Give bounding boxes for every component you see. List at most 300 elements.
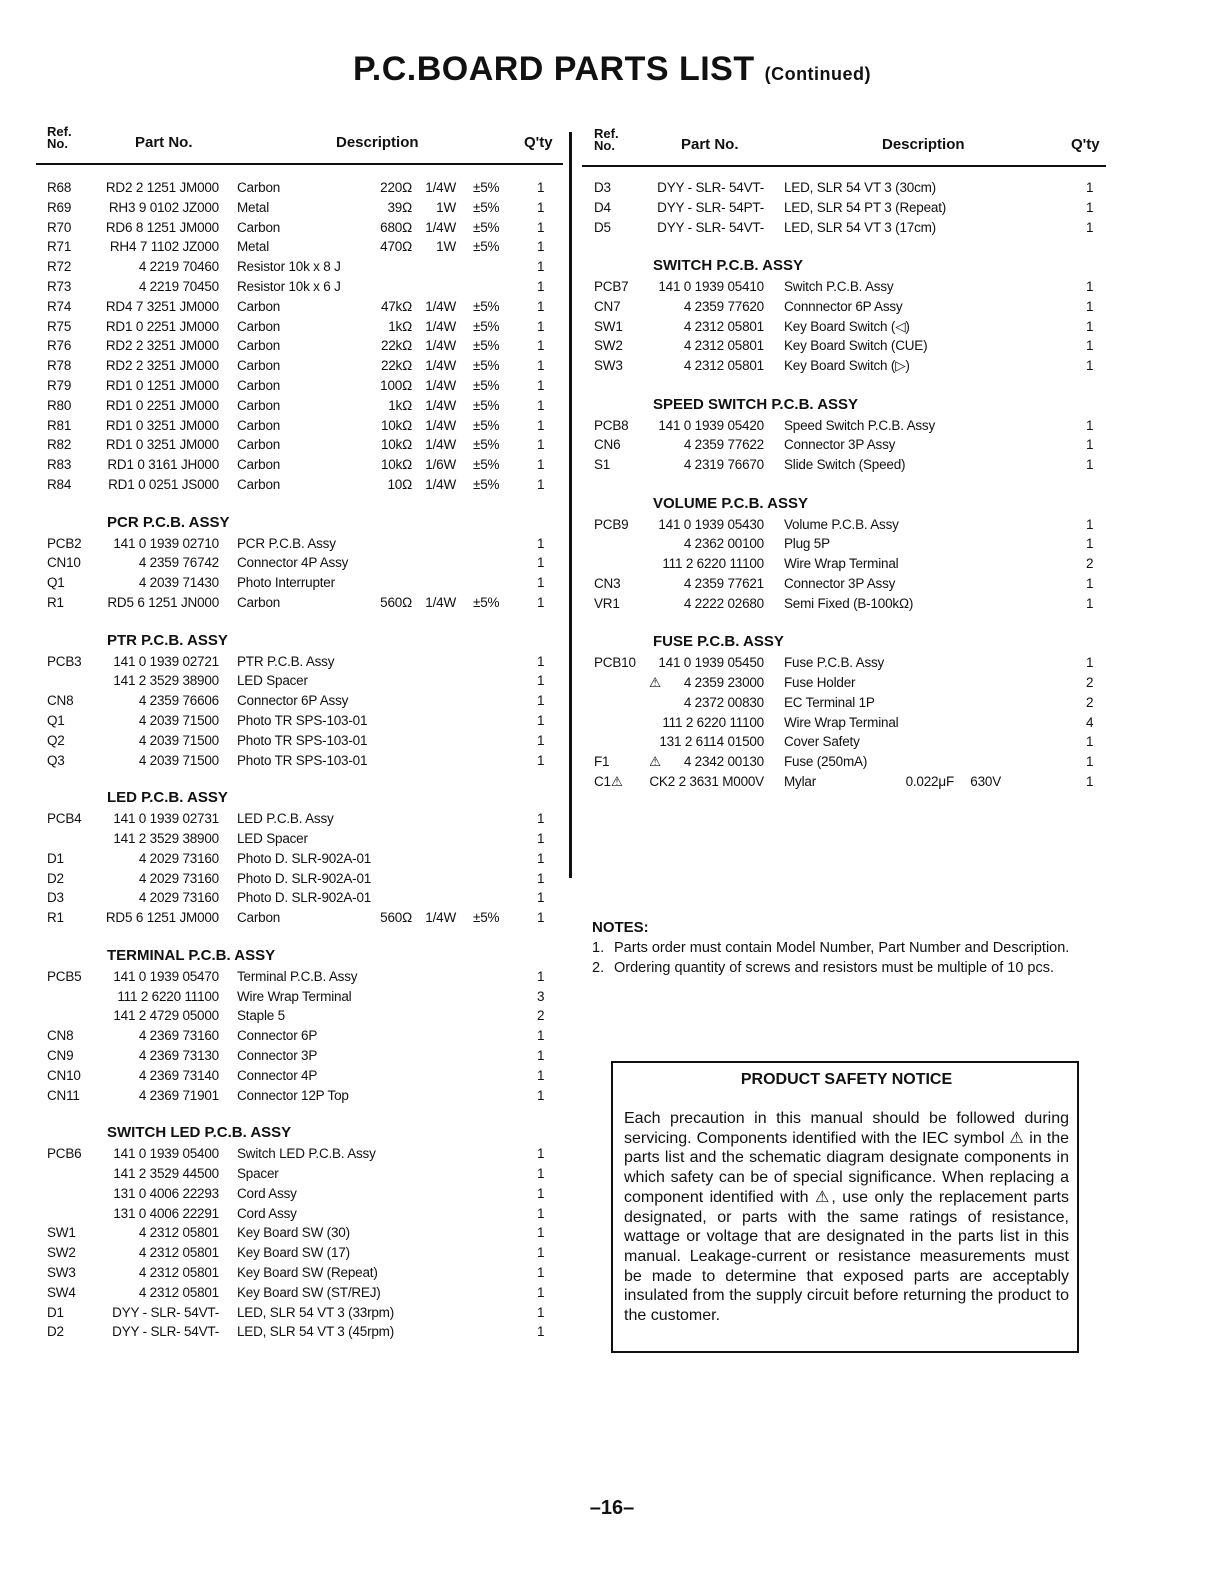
table-row	[47, 890, 557, 910]
part-number-cell: 4 2362 00100	[683, 536, 764, 552]
ref-cell: R82	[47, 437, 72, 453]
description-cell: LED, SLR 54 VT 3 (30cm)	[784, 180, 936, 195]
page-number: –16–	[589, 1497, 635, 1519]
value-cell: 10kΩ	[380, 457, 412, 473]
wattage-cell: 1/4W	[425, 318, 456, 334]
table-row	[47, 1285, 557, 1305]
description-cell: Key Board SW (Repeat)	[237, 1265, 378, 1280]
value-cell: 0.022μF	[905, 774, 954, 789]
ref-cell: R81	[47, 417, 72, 433]
quantity-cell: 1	[537, 535, 545, 551]
value-cell: 10kΩ	[380, 437, 412, 453]
quantity-cell: 1	[1086, 358, 1094, 374]
part-number-cell: RD2 2 1251 JM000	[105, 180, 219, 195]
quantity-cell: 1	[537, 1087, 545, 1103]
ref-cell: D3	[47, 890, 64, 906]
quantity-cell: 1	[537, 378, 545, 393]
quantity-cell: 1	[1086, 417, 1094, 433]
part-number-cell: RD1 0 2251 JM000	[105, 397, 219, 413]
ref-cell: R83	[47, 457, 72, 473]
ref-cell: R1	[47, 595, 64, 610]
value-cell: 10kΩ	[380, 417, 412, 433]
table-row	[47, 1225, 557, 1245]
part-number-cell: RH4 7 1102 JZ000	[109, 239, 219, 255]
part-number-cell: 141 0 1939 05420	[658, 417, 764, 433]
description-cell: LED, SLR 54 VT 3 (33rpm)	[237, 1304, 395, 1320]
table-row	[47, 1265, 557, 1285]
description-cell: Connector 3P	[237, 1048, 318, 1063]
part-number-cell: 4 2029 73160	[138, 870, 219, 886]
wattage-cell: 1/4W	[425, 397, 456, 413]
part-header: Part No.	[135, 134, 193, 151]
part-number-cell: 141 2 3529 44500	[113, 1166, 219, 1181]
tolerance-cell: ±5%	[473, 910, 500, 926]
note-text: Parts order must contain Model Number, Part Number and Description.	[614, 940, 1070, 956]
part-number-cell: 4 2312 05801	[138, 1225, 219, 1241]
part-number-cell: RD1 0 3251 JM000	[105, 437, 219, 453]
description-cell: Mylar	[784, 774, 816, 789]
table-row	[47, 418, 557, 438]
part-number-cell: 141 0 1939 02721	[113, 653, 219, 669]
value-cell: 22kΩ	[380, 358, 412, 374]
description-cell: PCR P.C.B. Assy	[237, 535, 336, 551]
part-number-cell: 4 2039 71500	[138, 732, 219, 748]
tolerance-cell: ±5%	[473, 219, 500, 235]
part-number-cell: 141 0 1939 05410	[658, 279, 764, 294]
part-number-cell: 141 0 1939 05430	[658, 516, 764, 532]
table-row	[594, 576, 1104, 596]
part-number-cell: DYY - SLR- 54VT-	[112, 1324, 219, 1340]
note-item: 2. Ordering quantity of screws and resistors must be multiple of 10 pcs.	[592, 960, 1055, 976]
tolerance-cell: ±5%	[473, 397, 500, 413]
safety-title: PRODUCT SAFETY NOTICE	[740, 1071, 953, 1088]
ref-cell: SW1	[594, 318, 623, 334]
table-row	[47, 1186, 557, 1206]
value-cell: 1kΩ	[388, 397, 412, 413]
note-text: Ordering quantity of screws and resistors must be multiple of 10 pcs.	[614, 960, 1055, 976]
quantity-cell: 1	[537, 811, 545, 827]
quantity-cell: 1	[537, 595, 545, 610]
table-row	[594, 675, 1104, 695]
quantity-cell: 1	[537, 279, 545, 294]
value-cell: 1kΩ	[388, 318, 412, 334]
table-row	[47, 536, 557, 556]
ref-cell: PCB4	[47, 811, 82, 827]
warning-triangle-icon: ⚠	[649, 754, 661, 770]
table-row	[47, 299, 557, 319]
quantity-cell: 1	[537, 1048, 545, 1063]
quantity-cell: 1	[537, 968, 545, 984]
quantity-cell: 1	[1086, 457, 1094, 473]
description-cell: Metal	[237, 199, 270, 215]
table-row	[47, 1146, 557, 1166]
table-row	[47, 654, 557, 674]
description-cell: Wire Wrap Terminal	[237, 988, 352, 1004]
table-row	[47, 358, 557, 378]
part-number-cell: 4 2369 73130	[138, 1048, 219, 1063]
ref-cell: SW3	[594, 358, 623, 374]
part-number-cell: 4 2312 05801	[138, 1284, 219, 1300]
part-number-cell: RD1 0 3161 JH000	[107, 457, 219, 473]
part-number-cell: 4 2372 00830	[683, 694, 764, 710]
part-number-cell: 4 2359 23000	[683, 675, 764, 690]
part-number-cell: 141 0 1939 02710	[113, 535, 219, 551]
part-number-cell: RD5 6 1251 JM000	[105, 910, 219, 926]
part-number-cell: DYY - SLR- 54VT-	[112, 1304, 219, 1320]
description-cell: Carbon	[237, 358, 281, 374]
table-row	[47, 1206, 557, 1226]
description-cell: Photo TR SPS-103-01	[237, 732, 368, 748]
part-number-cell: 131 2 6114 01500	[659, 734, 764, 750]
table-row	[594, 200, 1104, 220]
table-row	[594, 536, 1104, 556]
description-cell: Carbon	[237, 397, 281, 413]
ref-cell: SW4	[47, 1284, 76, 1300]
quantity-cell: 1	[537, 338, 545, 354]
part-number-cell: 131 0 4006 22291	[113, 1205, 219, 1221]
description-cell: Carbon	[237, 378, 281, 393]
wattage-cell: 1/4W	[425, 417, 456, 433]
table-row	[594, 754, 1104, 774]
table-row	[47, 1305, 557, 1325]
part-number-cell: 4 2359 76606	[138, 693, 219, 709]
description-cell: Photo TR SPS-103-01	[237, 752, 368, 768]
part-number-cell: 4 2039 71500	[138, 752, 219, 768]
ref-cell: SW2	[47, 1245, 76, 1261]
table-row	[594, 734, 1104, 754]
wattage-cell: 1/4W	[425, 219, 456, 235]
quantity-cell: 1	[537, 1185, 545, 1201]
description-cell: Plug 5P	[784, 536, 830, 552]
table-row	[47, 1048, 557, 1068]
description-cell: Carbon	[237, 457, 281, 473]
ref-cell: PCB9	[594, 516, 629, 532]
table-row	[594, 695, 1104, 715]
ref-cell: D2	[47, 1324, 64, 1340]
quantity-cell: 1	[537, 1324, 545, 1340]
description-cell: Carbon	[237, 437, 281, 453]
tolerance-cell: ±5%	[473, 378, 500, 393]
ref-cell: R84	[47, 477, 72, 492]
ref-cell: R75	[47, 318, 72, 334]
description-cell: Key Board Switch (◁)	[784, 318, 910, 334]
description-cell: Photo D. SLR-902A-01	[237, 850, 372, 866]
part-number-cell: DYY - SLR- 54PT-	[657, 199, 764, 215]
description-cell: Carbon	[237, 595, 281, 610]
section-heading: FUSE P.C.B. ASSY	[653, 633, 784, 651]
tolerance-cell: ±5%	[473, 180, 500, 195]
ref-header: Ref. No.	[47, 124, 72, 151]
table-row	[594, 279, 1104, 299]
ref-cell: PCB5	[47, 968, 82, 984]
ref-cell: R72	[47, 259, 72, 275]
table-row	[47, 437, 557, 457]
value-cell: 39Ω	[387, 199, 412, 215]
quantity-cell: 1	[537, 1225, 545, 1241]
description-cell: Volume P.C.B. Assy	[784, 516, 899, 532]
page-title	[0, 50, 1224, 89]
value-cell: 680Ω	[380, 219, 412, 235]
table-row	[47, 673, 557, 693]
wattage-cell: 1W	[436, 239, 456, 255]
description-cell: Fuse Holder	[784, 675, 856, 690]
description-cell: Carbon	[237, 298, 281, 314]
table-row	[47, 1068, 557, 1088]
description-cell: Connnector 6P Assy	[784, 298, 903, 314]
ref-cell: D2	[47, 870, 64, 886]
description-cell: Carbon	[237, 477, 281, 492]
table-row	[594, 655, 1104, 675]
quantity-cell: 1	[537, 1146, 545, 1162]
table-row	[47, 871, 557, 891]
quantity-cell: 1	[1086, 180, 1094, 195]
tolerance-cell: ±5%	[473, 477, 500, 492]
part-number-cell: 4 2312 05801	[138, 1245, 219, 1261]
table-row	[594, 180, 1104, 200]
description-cell: Connector 4P	[237, 1067, 318, 1083]
description-cell: PTR P.C.B. Assy	[237, 653, 335, 669]
quantity-cell: 1	[537, 397, 545, 413]
description-cell: Photo D. SLR-902A-01	[237, 870, 372, 886]
part-number-cell: 4 2312 05801	[683, 318, 764, 334]
ref-cell: PCB8	[594, 417, 629, 433]
note-item: 1. Parts order must contain Model Number, Part Number and Description.	[592, 940, 1070, 956]
quantity-cell: 3	[537, 988, 545, 1004]
quantity-cell: 1	[537, 653, 545, 669]
description-cell: Cord Assy	[237, 1205, 297, 1221]
table-row	[47, 1245, 557, 1265]
quantity-cell: 1	[537, 417, 545, 433]
table-row	[47, 910, 557, 930]
tolerance-cell: ±5%	[473, 239, 500, 255]
qty-header: Q'ty	[1071, 136, 1100, 153]
table-row	[594, 338, 1104, 358]
title-text: P.C.BOARD PARTS LIST	[352, 50, 755, 88]
part-number-cell: 141 2 3529 38900	[113, 831, 219, 846]
part-number-cell: 131 0 4006 22293	[113, 1185, 219, 1201]
table-row	[594, 596, 1104, 616]
part-number-cell: RD5 6 1251 JN000	[107, 595, 219, 610]
table-row	[47, 319, 557, 339]
description-cell: LED, SLR 54 VT 3 (45rpm)	[237, 1324, 395, 1340]
table-row	[47, 831, 557, 851]
table-row	[47, 457, 557, 477]
quantity-cell: 1	[537, 298, 545, 314]
part-number-cell: 4 2359 76742	[138, 555, 219, 571]
ref-cell: SW1	[47, 1225, 76, 1241]
column-divider	[569, 132, 572, 878]
notes	[592, 918, 1092, 979]
part-number-cell: 4 2369 73160	[138, 1028, 219, 1044]
ref-cell: CN9	[47, 1048, 74, 1063]
quantity-cell: 1	[537, 910, 545, 926]
part-number-cell: 4 2359 77621	[683, 576, 764, 591]
table-row	[47, 220, 557, 240]
ref-cell: C1⚠	[594, 774, 623, 789]
quantity-cell: 1	[537, 1304, 545, 1320]
quantity-cell: 1	[537, 180, 545, 195]
table-row	[47, 1028, 557, 1048]
value-cell: 22kΩ	[380, 338, 412, 354]
description-cell: Carbon	[237, 338, 281, 354]
table-row	[594, 299, 1104, 319]
quantity-cell: 1	[1086, 199, 1094, 215]
quantity-cell: 2	[537, 1008, 545, 1024]
description-cell: Fuse P.C.B. Assy	[784, 655, 885, 671]
table-row	[47, 338, 557, 358]
quantity-cell: 1	[537, 1067, 545, 1083]
part-number-cell: RD2 2 3251 JM000	[105, 338, 219, 354]
quantity-cell: 1	[537, 555, 545, 571]
value-cell: 560Ω	[380, 595, 412, 610]
quantity-cell: 1	[537, 1028, 545, 1044]
ref-cell: R80	[47, 397, 72, 413]
part-number-cell: CK2 2 3631 M000V	[649, 774, 764, 789]
part-header: Part No.	[681, 136, 739, 153]
part-number-cell: 4 2219 70460	[138, 259, 219, 275]
quantity-cell: 1	[1086, 279, 1094, 294]
description-cell: Fuse (250mA)	[784, 754, 868, 770]
ref-cell: R71	[47, 239, 72, 255]
table-row	[47, 1088, 557, 1108]
desc-header: Description	[336, 134, 419, 151]
quantity-cell: 4	[1086, 714, 1094, 730]
description-cell: Wire Wrap Terminal	[784, 556, 899, 572]
part-number-cell: 111 2 6220 11100	[117, 988, 219, 1004]
table-row	[47, 595, 557, 615]
description-cell: Photo TR SPS-103-01	[237, 713, 368, 728]
section-heading: PTR P.C.B. ASSY	[107, 631, 228, 649]
table-row	[47, 811, 557, 831]
ref-cell: D1	[47, 1304, 64, 1320]
tolerance-cell: ±5%	[473, 199, 500, 215]
ref-cell: CN7	[594, 298, 621, 314]
description-cell: Resistor 10k x 6 J	[237, 279, 341, 294]
ref-cell: SW2	[594, 338, 623, 354]
quantity-cell: 1	[537, 673, 545, 689]
left-header-rule	[36, 163, 563, 165]
ref-cell: R1	[47, 910, 64, 926]
description-cell: Terminal P.C.B. Assy	[237, 968, 358, 984]
ref-cell: SW3	[47, 1265, 76, 1280]
ref-cell: D3	[594, 180, 611, 195]
ref-cell: Q2	[47, 732, 65, 748]
description-cell: LED, SLR 54 PT 3 (Repeat)	[784, 199, 947, 215]
section-heading: SWITCH LED P.C.B. ASSY	[107, 1124, 292, 1142]
tolerance-cell: ±5%	[473, 417, 500, 433]
wattage-cell: 1/4W	[425, 338, 456, 354]
quantity-cell: 1	[537, 890, 545, 906]
part-number-cell: 141 0 1939 02731	[113, 811, 219, 827]
part-number-cell: 141 2 4729 05000	[113, 1008, 219, 1024]
description-cell: Connector 3P Assy	[784, 576, 896, 591]
table-row	[594, 418, 1104, 438]
tolerance-cell: ±5%	[473, 595, 500, 610]
desc-header: Description	[882, 136, 965, 153]
warning-triangle-icon: ⚠	[649, 675, 661, 690]
ref-header: Ref. No.	[594, 126, 619, 153]
quantity-cell: 2	[1086, 694, 1094, 710]
description-cell: Semi Fixed (B-100kΩ)	[784, 595, 914, 611]
value-cell: 560Ω	[380, 910, 412, 926]
tolerance-cell: ±5%	[473, 338, 500, 354]
quantity-cell: 1	[1086, 595, 1094, 611]
part-number-cell: 111 2 6220 11100	[662, 714, 764, 730]
section-heading: PCR P.C.B. ASSY	[107, 513, 230, 531]
ref-cell: PCB3	[47, 653, 82, 669]
table-row	[594, 556, 1104, 576]
part-number-cell: RD6 8 1251 JM000	[105, 219, 219, 235]
part-number-cell: RD1 0 1251 JM000	[105, 378, 219, 393]
table-row	[47, 713, 557, 733]
ref-cell: S1	[594, 457, 611, 473]
ref-cell: CN10	[47, 1067, 81, 1083]
section-heading: SPEED SWITCH P.C.B. ASSY	[653, 395, 859, 413]
description-cell: Cover Safety	[784, 734, 860, 750]
quantity-cell: 1	[537, 732, 545, 748]
description-cell: LED, SLR 54 VT 3 (17cm)	[784, 219, 936, 235]
quantity-cell: 1	[537, 477, 545, 492]
table-row	[47, 279, 557, 299]
value-cell: 220Ω	[380, 180, 412, 195]
table-row	[594, 774, 1104, 794]
title-subtitle: (Continued)	[764, 64, 872, 84]
ref-cell: R70	[47, 219, 72, 235]
ref-cell: R69	[47, 199, 72, 215]
description-cell: Speed Switch P.C.B. Assy	[784, 417, 936, 433]
part-number-cell: 141 2 3529 38900	[113, 673, 219, 689]
ref-cell: PCB2	[47, 535, 82, 551]
part-number-cell: 4 2319 76670	[683, 457, 764, 473]
table-row	[47, 180, 557, 200]
description-cell: Resistor 10k x 8 J	[237, 259, 341, 275]
quantity-cell: 1	[1086, 318, 1094, 334]
value-cell: 100Ω	[380, 378, 412, 393]
description-cell: LED Spacer	[237, 831, 308, 846]
table-row	[594, 220, 1104, 240]
part-number-cell: DYY - SLR- 54VT-	[657, 180, 764, 195]
ref-cell: VR1	[594, 595, 620, 611]
part-number-cell: 141 0 1939 05450	[658, 655, 764, 671]
description-cell: Metal	[237, 239, 270, 255]
ref-cell: R76	[47, 338, 72, 354]
ref-cell: R68	[47, 180, 72, 195]
table-row	[47, 969, 557, 989]
quantity-cell: 1	[1086, 655, 1094, 671]
part-number-cell: 4 2369 71901	[138, 1087, 219, 1103]
notes-title: NOTES:	[592, 919, 649, 936]
ref-cell: R79	[47, 378, 72, 393]
ref-cell: CN6	[594, 437, 621, 453]
wattage-cell: 1/4W	[425, 477, 456, 492]
ref-cell: Q1	[47, 575, 65, 591]
description-cell: Carbon	[237, 219, 281, 235]
wattage-cell: 1/4W	[425, 595, 456, 610]
ref-cell: CN8	[47, 1028, 74, 1044]
part-number-cell: 4 2342 00130	[683, 754, 764, 770]
quantity-cell: 1	[537, 259, 545, 275]
table-row	[47, 1324, 557, 1344]
description-cell: Key Board Switch (CUE)	[784, 338, 928, 354]
quantity-cell: 1	[1086, 298, 1094, 314]
part-number-cell: 4 2312 05801	[138, 1265, 219, 1280]
value-cell: 470Ω	[380, 239, 412, 255]
section-heading: LED P.C.B. ASSY	[107, 789, 228, 807]
description-cell: LED Spacer	[237, 673, 308, 689]
table-row	[594, 715, 1104, 735]
part-number-cell: 141 0 1939 05470	[113, 968, 219, 984]
quantity-cell: 1	[537, 1265, 545, 1280]
